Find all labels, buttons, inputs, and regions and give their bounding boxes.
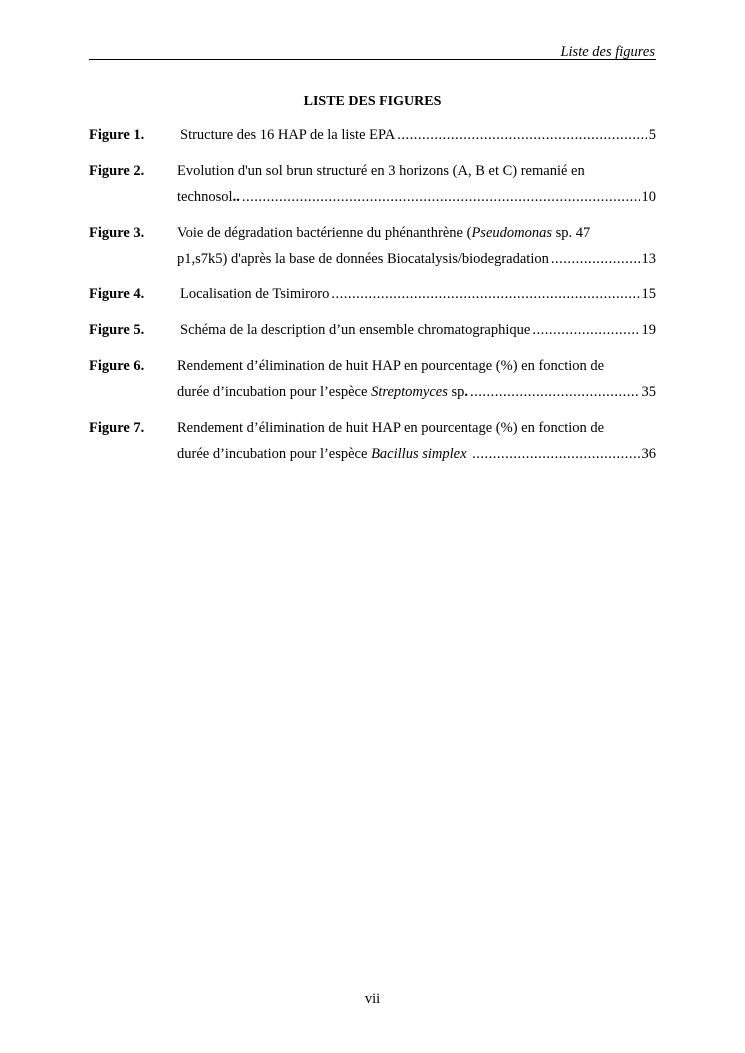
figure-caption: Localisation de Tsimiroro	[180, 286, 330, 302]
figure-label: Figure 4.	[89, 286, 145, 302]
figure-label: Figure 3.	[89, 225, 145, 241]
figure-caption-line	[177, 446, 656, 463]
figure-page-number: 10	[641, 189, 656, 205]
dot-leader	[397, 127, 647, 144]
figure-page-number: 19	[641, 322, 656, 338]
figure-caption-continued: durée d’incubation pour l’espèce Bacillus simplex	[177, 446, 467, 462]
figure-caption-line	[177, 384, 656, 401]
figure-caption: Structure des 16 HAP de la liste EPA	[180, 127, 396, 143]
figure-label: Figure 7.	[89, 420, 145, 436]
figure-page-number: 5	[648, 127, 656, 143]
figure-page-number: 13	[641, 251, 656, 267]
figure-caption-line	[180, 286, 656, 303]
running-header-title: Liste des figures	[560, 44, 655, 60]
figure-caption: Rendement d’élimination de huit HAP en pourcentage (%) en fonction de	[177, 420, 605, 436]
figure-label: Figure 2.	[89, 163, 145, 179]
figure-caption-line	[180, 127, 656, 144]
figure-caption-continued: technosol..	[177, 189, 240, 205]
dot-leader	[472, 446, 639, 463]
figure-caption: Rendement d’élimination de huit HAP en pourcentage (%) en fonction de	[177, 358, 605, 374]
dot-leader	[532, 322, 639, 339]
figure-page-number: 35	[641, 384, 656, 400]
figure-caption: Evolution d'un sol brun structuré en 3 horizons (A, B et C) remanié en	[177, 163, 585, 179]
figure-label: Figure 6.	[89, 358, 145, 374]
figure-caption-continued: p1,s7k5) d'après la base de données Biocatalysis/biodegradation	[177, 251, 549, 267]
figure-label: Figure 1.	[89, 127, 145, 143]
header-rule	[89, 59, 656, 60]
dot-leader	[551, 251, 640, 268]
page-number: vii	[364, 991, 381, 1007]
dot-leader	[242, 189, 640, 206]
figure-caption-line	[177, 189, 656, 206]
figure-label: Figure 5.	[89, 322, 145, 338]
figure-caption: Voie de dégradation bactérienne du phénanthrène (Pseudomonas sp. 47	[177, 225, 591, 241]
dot-leader	[470, 384, 640, 401]
figure-caption-line	[180, 322, 656, 339]
figure-page-number: 36	[641, 446, 656, 462]
figure-caption: Schéma de la description d’un ensemble chromatographique	[180, 322, 531, 338]
list-title: LISTE DES FIGURES	[303, 94, 442, 109]
dot-leader	[331, 286, 639, 303]
figure-page-number: 15	[641, 286, 656, 302]
figure-caption-continued: durée d’incubation pour l’espèce Streptomyces sp.	[177, 384, 468, 400]
figure-caption-line	[177, 251, 656, 268]
